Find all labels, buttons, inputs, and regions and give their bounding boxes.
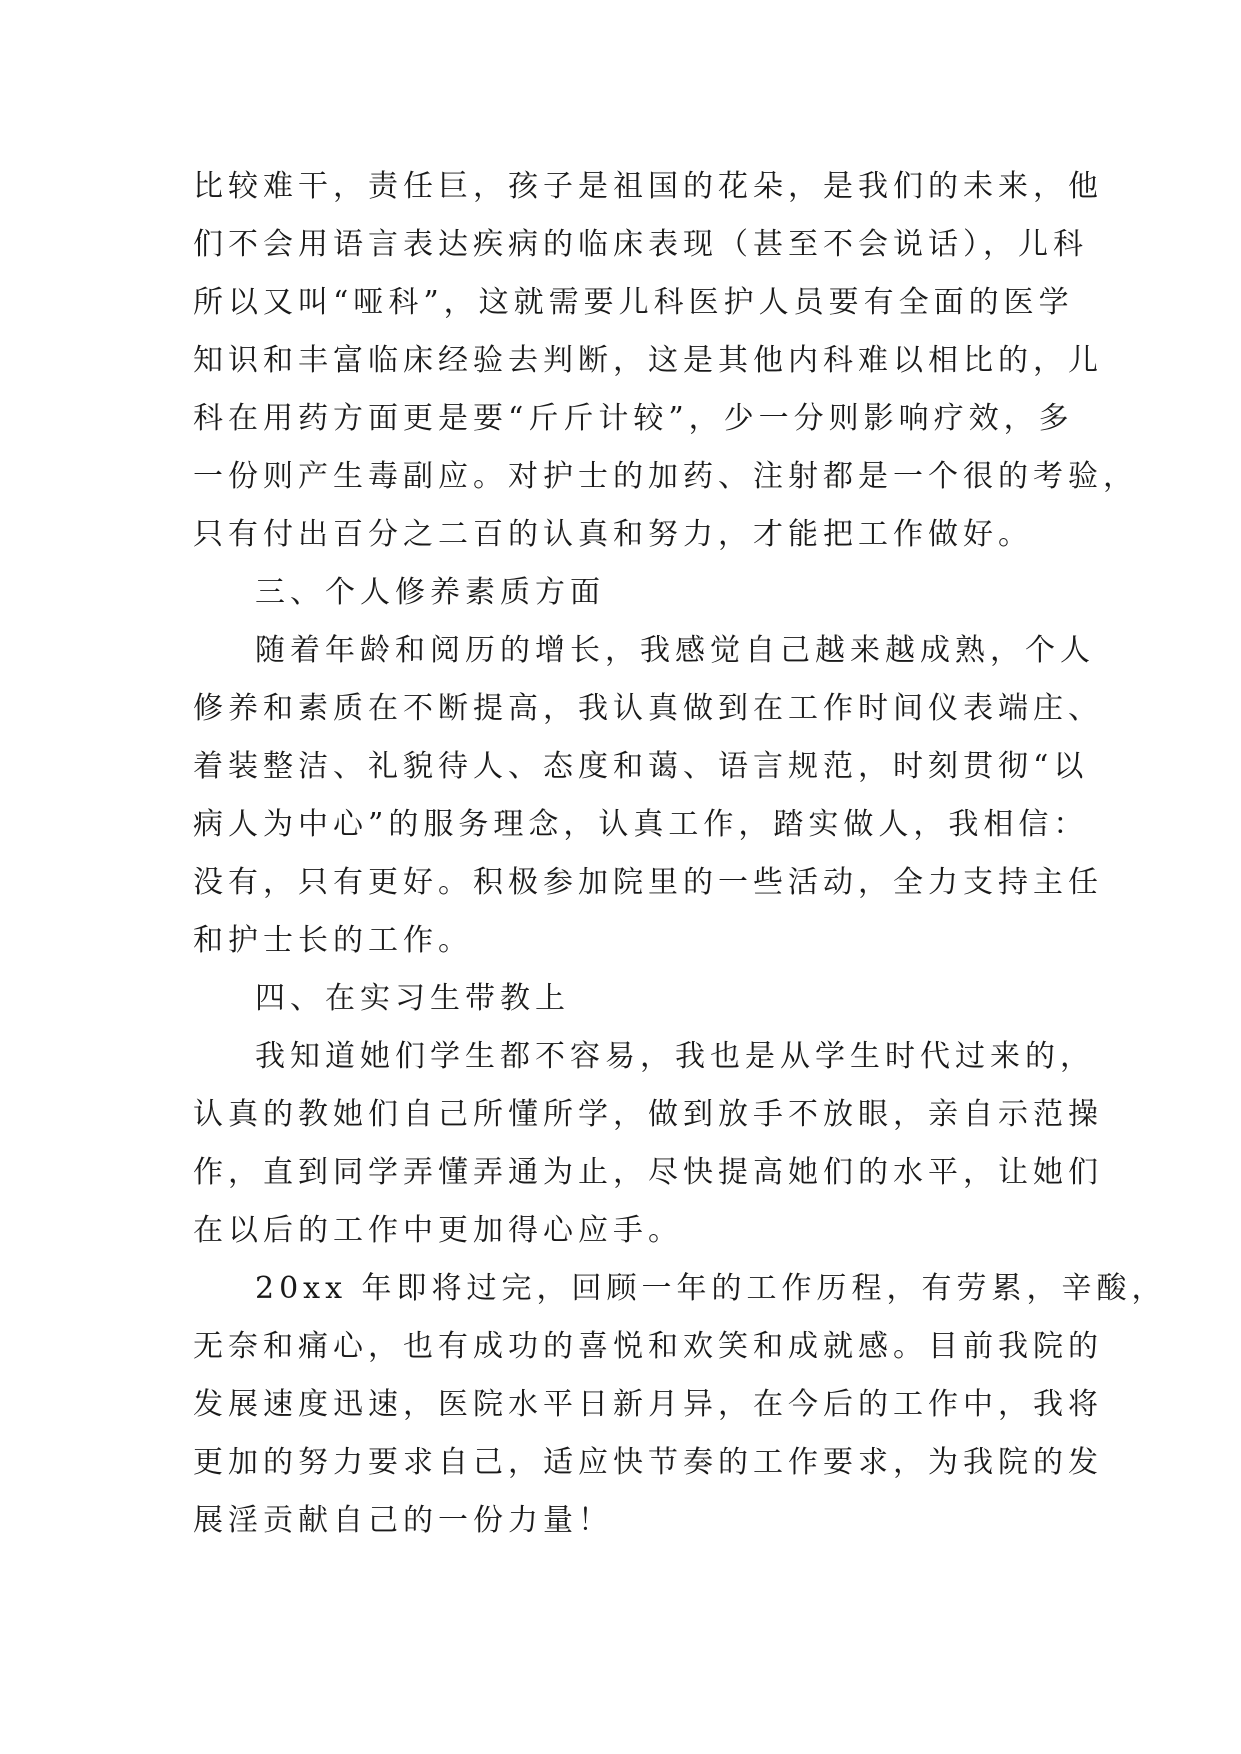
text-line: 作，直到同学弄懂弄通为止，尽快提高她们的水平，让她们	[193, 1155, 1103, 1190]
text-line: 在以后的工作中更加得心应手。	[193, 1213, 683, 1248]
text-line: 所以又叫“哑科”，这就需要儿科医护人员要有全面的医学	[193, 285, 1074, 320]
document-body	[193, 158, 1167, 1550]
text-line: 只有付出百分之二百的认真和努力，才能把工作做好。	[193, 517, 1033, 552]
paragraph-first-line: 随着年龄和阅历的增长，我感觉自己越来越成熟，个人	[255, 633, 1095, 668]
text-line: 无奈和痛心，也有成功的喜悦和欢笑和成就感。目前我院的	[193, 1329, 1103, 1364]
text-line: 展淫贡献自己的一份力量！	[193, 1503, 613, 1538]
text-line: 没有，只有更好。积极参加院里的一些活动，全力支持主任	[193, 865, 1103, 900]
text-line: 和护士长的工作。	[193, 923, 473, 958]
section-heading: 四、在实习生带教上	[255, 981, 570, 1016]
text-line: 比较难干，责任巨，孩子是祖国的花朵，是我们的未来，他	[193, 169, 1103, 204]
text-line: 们不会用语言表达疾病的临床表现（甚至不会说话），儿科	[193, 227, 1088, 262]
text-line: 科在用药方面更是要“斤斤计较”，少一分则影响疗效，多	[193, 401, 1074, 436]
text-line: 病人为中心”的服务理念，认真工作，踏实做人，我相信：	[193, 807, 1089, 842]
text-line: 发展速度迅速，医院水平日新月异，在今后的工作中，我将	[193, 1387, 1103, 1422]
text-line: 知识和丰富临床经验去判断，这是其他内科难以相比的，儿	[193, 343, 1103, 378]
text-line: 一份则产生毒副应。对护士的加药、注射都是一个很的考验，	[193, 459, 1138, 494]
section-heading: 三、个人修养素质方面	[255, 575, 605, 610]
text-line: 认真的教她们自己所懂所学，做到放手不放眼，亲自示范操	[193, 1097, 1103, 1132]
text-line: 修养和素质在不断提高，我认真做到在工作时间仪表端庄、	[193, 691, 1103, 726]
paragraph-first-line: 20xx 年即将过完，回顾一年的工作历程，有劳累，辛酸，	[255, 1271, 1167, 1306]
text-line: 更加的努力要求自己，适应快节奏的工作要求，为我院的发	[193, 1445, 1103, 1480]
text-line: 着装整洁、礼貌待人、态度和蔼、语言规范，时刻贯彻“以	[193, 749, 1089, 784]
paragraph-first-line: 我知道她们学生都不容易，我也是从学生时代过来的，	[255, 1039, 1095, 1074]
